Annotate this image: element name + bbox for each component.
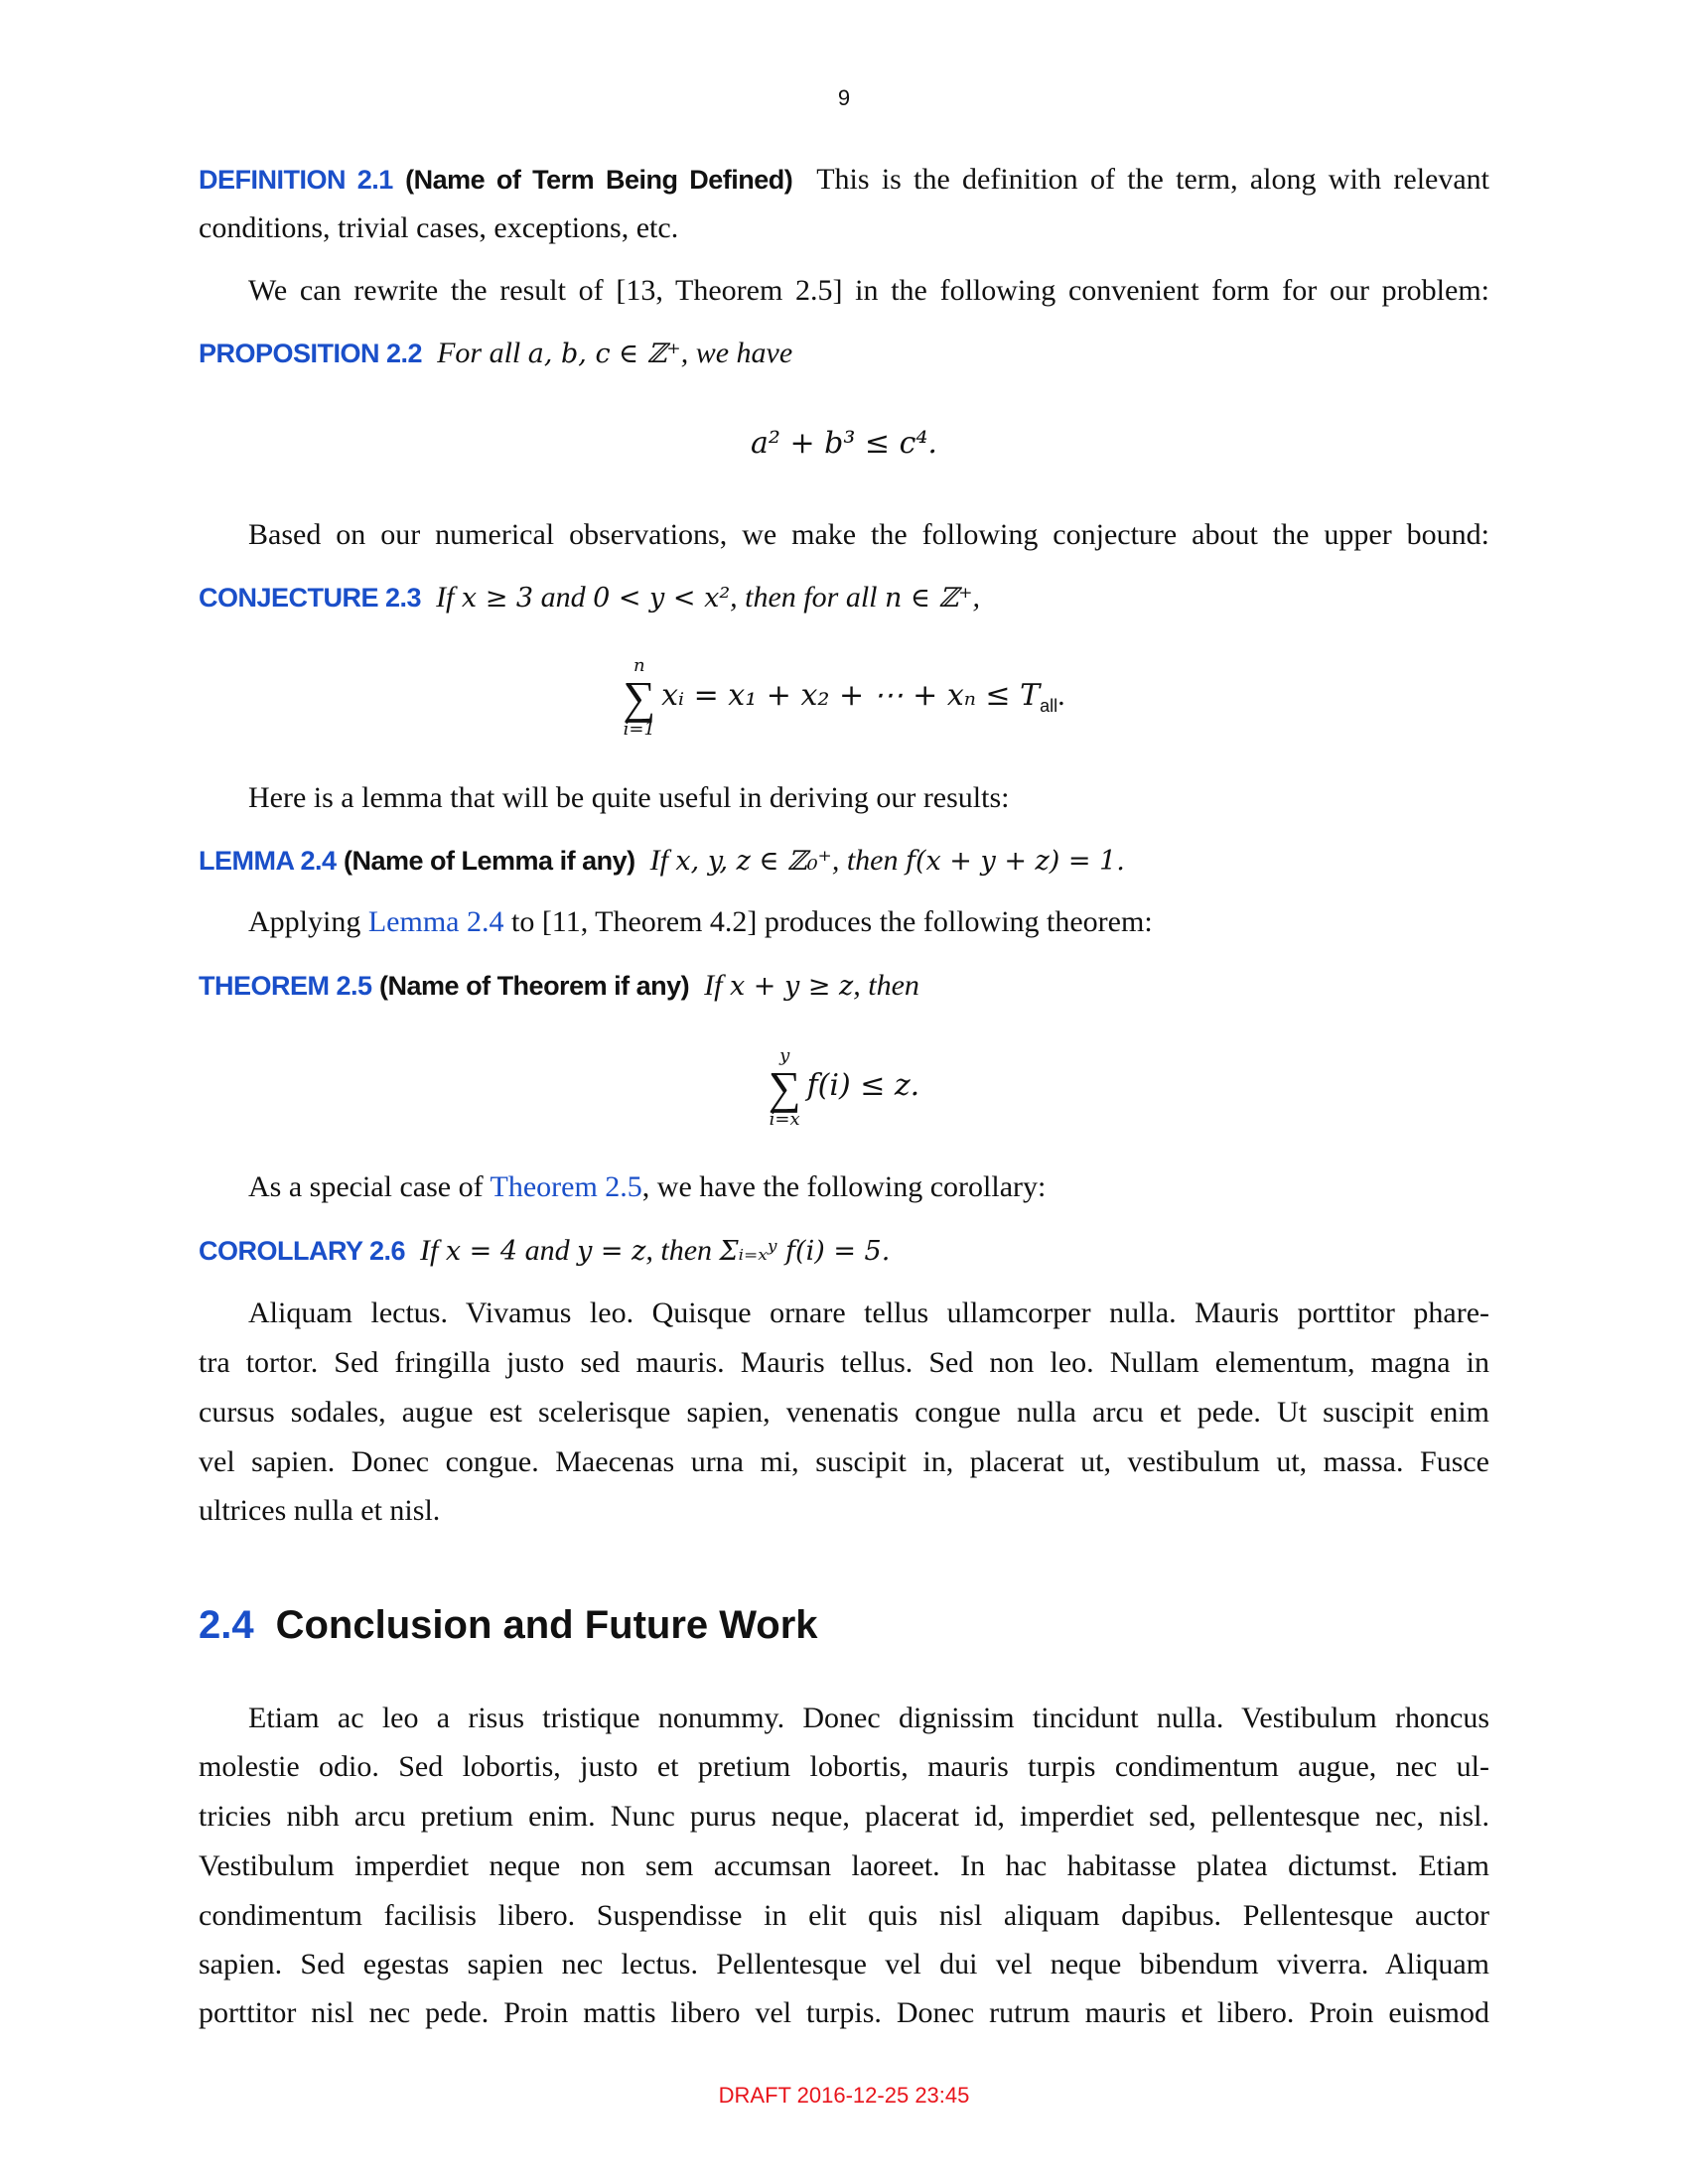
lemma-label: LEMMA 2.4 [199,846,337,876]
proposition [199,329,1489,378]
text: and [533,581,594,614]
paragraph-line: ultrices nulla et nisl. [199,1494,441,1527]
corollary [199,1226,1489,1276]
theorem-name: (Name of Theorem if any) [379,971,690,1001]
math: Σᵢ₌ₓʸ f(i) = 5. [719,1236,891,1267]
text: If [649,844,676,877]
text: If [436,581,462,614]
paragraph-line: sapien. Sed egestas sapien nec lectus. Pellentesque vel dui vel neque bibendum viverra. Aliquam [199,1948,1489,1980]
text: and [517,1234,578,1267]
display-equation [199,651,1489,741]
summation: y ∑ i=x [768,1045,801,1131]
text: , then for all [730,581,885,614]
theorem [199,961,1489,1011]
summation: n ∑ i=1 [623,655,656,741]
text: , then [831,844,906,877]
lemma [199,836,1489,886]
math: a, b, c ∈ ℤ⁺ [527,339,681,369]
paragraph [199,1162,1489,1212]
paragraph: We can rewrite the result of [13, Theorem 2.5] in the following convenient form for our problem: [248,274,1489,307]
sum-lower: i=1 [623,719,655,741]
text: to [11, Theorem 4.2] produces the following theorem: [503,905,1153,938]
paragraph-line: Aliquam lectus. Vivamus leo. Quisque ornare tellus ullamcorper nulla. Mauris porttitor phare- [248,1297,1489,1329]
text: If [704,969,730,1002]
text: , then [645,1234,720,1267]
sum-lower: i=x [769,1109,800,1131]
definition-text: This is the definition of the term, along with relevant [816,163,1489,196]
theorem-label: THEOREM 2.5 [199,971,372,1001]
paragraph-line: porttitor nisl nec pede. Proin mattis libero vel turpis. Donec rutrum mauris et libero. Proin euismod [199,1996,1489,2029]
paragraph: Here is a lemma that will be quite useful in deriving our results: [248,781,1010,814]
corollary-label: COROLLARY 2.6 [199,1236,406,1266]
math: x, y, z ∈ ℤ₀⁺ [675,846,832,877]
definition-line [199,155,1489,205]
section-title: Conclusion and Future Work [275,1603,818,1647]
paragraph-line: condimentum facilisis libero. Suspendisse in elit quis nisl aliquam dapibus. Pellentesque auctor [199,1899,1489,1932]
paragraph-line: Etiam ac leo a risus tristique nonummy. Donec dignissim tincidunt nulla. Vestibulum rhoncus [248,1702,1489,1734]
proposition-text: , we have [680,337,793,369]
math-sub: all [1040,696,1058,716]
math: x ≥ 3 [461,583,534,614]
paragraph-line: tricies nibh arcu pretium enim. Nunc purus neque, placerat id, imperdiet sed, pellentesque nec, nisl. [199,1800,1489,1833]
conjecture-label: CONJECTURE 2.3 [199,583,422,613]
math: f(i) ≤ z. [806,1068,920,1103]
text: , [972,581,981,614]
page-number: 9 [837,85,851,110]
text: If [420,1234,446,1267]
definition-text-2: conditions, trivial cases, exceptions, etc. [199,211,679,244]
text: , then [853,969,919,1002]
math: . [1057,679,1065,712]
conjecture [199,573,1489,622]
display-equation: a² + b³ ≤ c⁴. [751,426,937,461]
math: 0 < y < x² [593,583,731,614]
paragraph [199,897,1489,947]
definition-label: DEFINITION 2.1 [199,165,393,195]
text: Applying [248,905,368,938]
display-equation [199,1041,1489,1131]
paragraph-line: Vestibulum imperdiet neque non sem accumsan laoreet. In hac habitasse platea dictumst. Etiam [199,1849,1489,1882]
section-heading [199,1603,818,1648]
math: x = 4 [445,1236,518,1267]
sum-upper: y [779,1045,790,1067]
text: As a special case of [248,1170,491,1203]
proposition-text: For all [437,337,528,369]
paragraph-line: vel sapien. Donec congue. Maecenas urna mi, suscipit in, placerat ut, vestibulum ut, massa. Fusce [199,1445,1489,1478]
theorem-link[interactable]: Theorem 2.5 [490,1170,642,1203]
lemma-link[interactable]: Lemma 2.4 [367,905,504,938]
sum-upper: n [633,655,645,677]
proposition-label: PROPOSITION 2.2 [199,339,423,368]
paragraph-line: molestie odio. Sed lobortis, justo et pretium lobortis, mauris turpis condimentum augue, nec ul- [199,1750,1489,1783]
math: n ∈ ℤ⁺ [885,583,973,614]
paragraph: Based on our numerical observations, we make the following conjecture about the upper bound: [248,518,1489,551]
draft-stamp: DRAFT 2016-12-25 23:45 [718,2083,970,2108]
math: xᵢ = x₁ + x₂ + ⋯ + xₙ ≤ T [661,678,1041,713]
paragraph-line: tra tortor. Sed fringilla justo sed mauris. Mauris tellus. Sed non leo. Nullam elementum, magna in [199,1346,1489,1379]
paragraph-line: cursus sodales, augue est scelerisque sapien, venenatis congue nulla arcu et pede. Ut suscipit enim [199,1396,1489,1429]
lemma-name: (Name of Lemma if any) [344,846,635,876]
definition-name: (Name of Term Being Defined) [405,165,793,195]
math: f(x + y + z) = 1. [905,846,1125,877]
text: , we have the following corollary: [641,1170,1047,1203]
math: x + y ≥ z [729,971,854,1002]
math: y = z [577,1236,646,1267]
section-number: 2.4 [199,1603,254,1647]
